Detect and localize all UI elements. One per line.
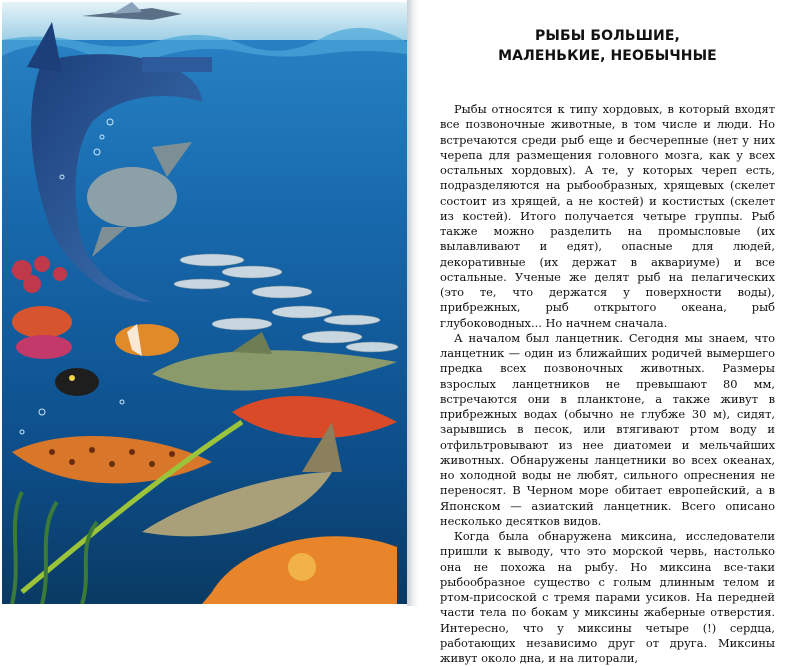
paragraph-2: А началом был ланцетник. Сегодня мы знаем, что ланцетник — один из ближайших родичей вымершего предка всех позвоночных животных. Размеры взрослых ланцетников не превышают 80 мм, встречаются они в планктоне, а также живут в прибрежных водах (обычно не глубже 30 м), сидят, зарывшись в песок, или втягивают ртом воду и отфильтровывают из нее диатомеи и мельчайших животных. Обнаружены ланцетники во всех океанах, но холодной воды не любят, сильного опреснения не переносят. В Черном море обитает европейский, а в Японском — азиатский ланцетник. Всего описано несколько десятков видов. [440,330,775,528]
text-page [440,18,775,665]
body-text [440,102,775,666]
angelfish [115,324,179,356]
pink-reef-fish [16,335,72,359]
orange-reef-fish [12,306,72,338]
paragraph-1: Рыбы относятся к типу хордовых, в который входят все позвоночные животные, в том числе и люди. Но встречаются среди рыб еще и бесчерепные (нет у них черепа для размещения головного мозга, как у всех остальных хордовых). А те, у которых череп есть, подразделяются на рыбообразных, хрящевых (скелет состоит из хрящей, а не костей) и костистых (скелет из костей). Итого получается четыре группы. Рыб также можно разделить на промысловые (их вылавливают и едят), опасные для людей, декоративные (их держат в аквариуме) и все остальные. Ученые же делят рыб на пелагических (это те, что держатся у поверхности воды), прибрежных, рыб открытого океана, рыб глубоководных... Но начнем сначала. [440,102,775,330]
clown-triggerfish [55,368,99,396]
flatfish-spot [288,553,316,581]
sunfish [87,167,177,227]
book-spine-shadow [407,0,419,606]
page-title-line-2: МАЛЕНЬКИЕ, НЕОБЫЧНЫЕ [498,48,717,64]
paragraph-3: Когда была обнаружена миксина, исследователи пришли к выводу, что это морской червь, настолько она не похожа на рыбу. Но миксина все-таки рыбообразное существо с голым длинным телом и ртом-присоской с тремя парами усиков. На передней части тела по бокам у миксины жаберные отверстия. Интересно, что у миксины четыре (!) сердца, работающих независимо друг от друга. Миксины живут около дна, и на литорали, [440,529,775,665]
sea-scene [2,2,407,604]
page-title [440,26,775,66]
underwater-illustration [2,2,407,604]
page-title-line-1: РЫБЫ БОЛЬШИЕ, [535,28,680,44]
shark-hammer-head [142,57,212,72]
triggerfish-spot [69,375,75,381]
